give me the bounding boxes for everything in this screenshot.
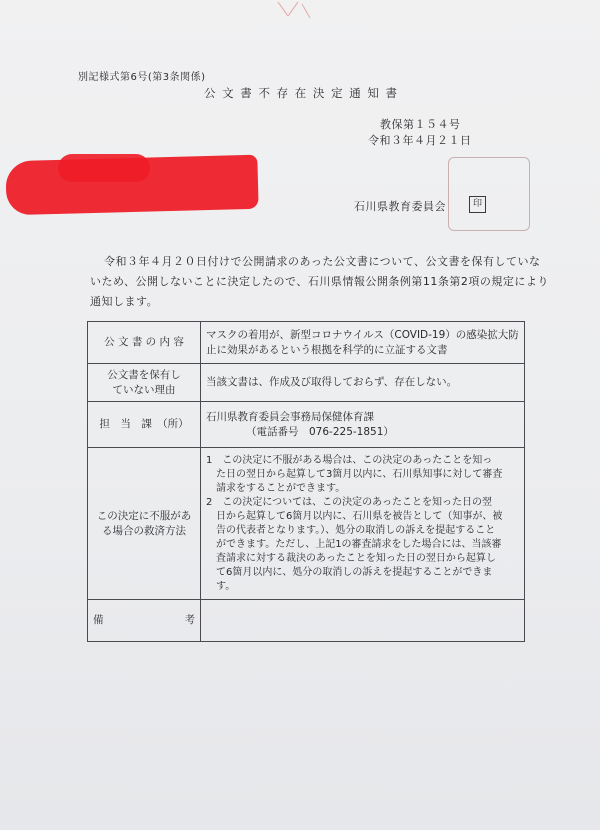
remedy-value: 1 この決定に不服がある場合は、この決定のあったことを知っ た日の翌日から起算して3箇月以内に、石川県知事に対して審査 請求をすることができます。 2 この決定については、この決定のあったことを知った日の翌 日から起算して6箇月以内に、石川県を被告として（知事が、被 告の代表者となります。）、処分の取消しの訴えを提起すること ができます。ただし、上記1の審査請求をした場合には、当該審 査請求に対する裁決のあったことを知った日の翌日から起算し て6箇月以内に、処分の取消しの訴えを提起することができま す。 (201, 448, 525, 600)
seal-mark: 印 (469, 196, 486, 213)
document-date: 令和３年４月２１日 (368, 134, 472, 147)
remarks-value (201, 600, 525, 642)
body-line-2: いため、公開しないことに決定したので、石川県情報公開条例第11条第2項の規定により (90, 275, 549, 288)
body-line-1: 令和３年４月２０日付けで公開請求のあった公文書について、公文書を保有していな (104, 255, 541, 268)
official-stamp-box (448, 157, 530, 231)
reason-value: 当該文書は、作成及び取得しておらず、存在しない。 (201, 364, 525, 402)
table-row-reason (88, 364, 525, 402)
remarks-label-right: 考 (184, 614, 195, 626)
redacted-recipient-stroke (58, 154, 150, 182)
remarks-label-left: 備 (93, 614, 104, 626)
department-phone: （電話番号 076-225-1851） (246, 425, 394, 438)
department-cell (201, 402, 525, 448)
document-title: 公 文 書 不 存 在 決 定 通 知 書 (204, 86, 399, 100)
issuer-name: 石川県教育委員会 (354, 200, 446, 213)
document-number: 教保第１５４号 (380, 118, 461, 131)
table-row-remedy (88, 448, 525, 600)
table-row-department (88, 402, 525, 448)
content-label: 公 文 書 の 内 容 (88, 322, 201, 364)
notice-table (87, 321, 525, 642)
remarks-label (88, 600, 201, 642)
department-label: 担 当 課 （所） (88, 402, 201, 448)
department-value: 石川県教育委員会事務局保健体育課 (206, 410, 374, 423)
content-value: マスクの着用が、新型コロナウイルス（COVID-19）の感染拡大防 止に効果があるという根拠を科学的に立証する文書 (201, 322, 525, 364)
reason-label: 公文書を保有し ていない理由 (88, 364, 201, 402)
remedy-label: この決定に不服があ る場合の救済方法 (88, 448, 201, 600)
body-line-3: 通知します。 (90, 295, 159, 308)
form-reference: 別記様式第6号(第3条関係) (78, 72, 206, 83)
top-stamp-mark (272, 0, 320, 22)
table-row-remarks (88, 600, 525, 642)
table-row-content (88, 322, 525, 364)
